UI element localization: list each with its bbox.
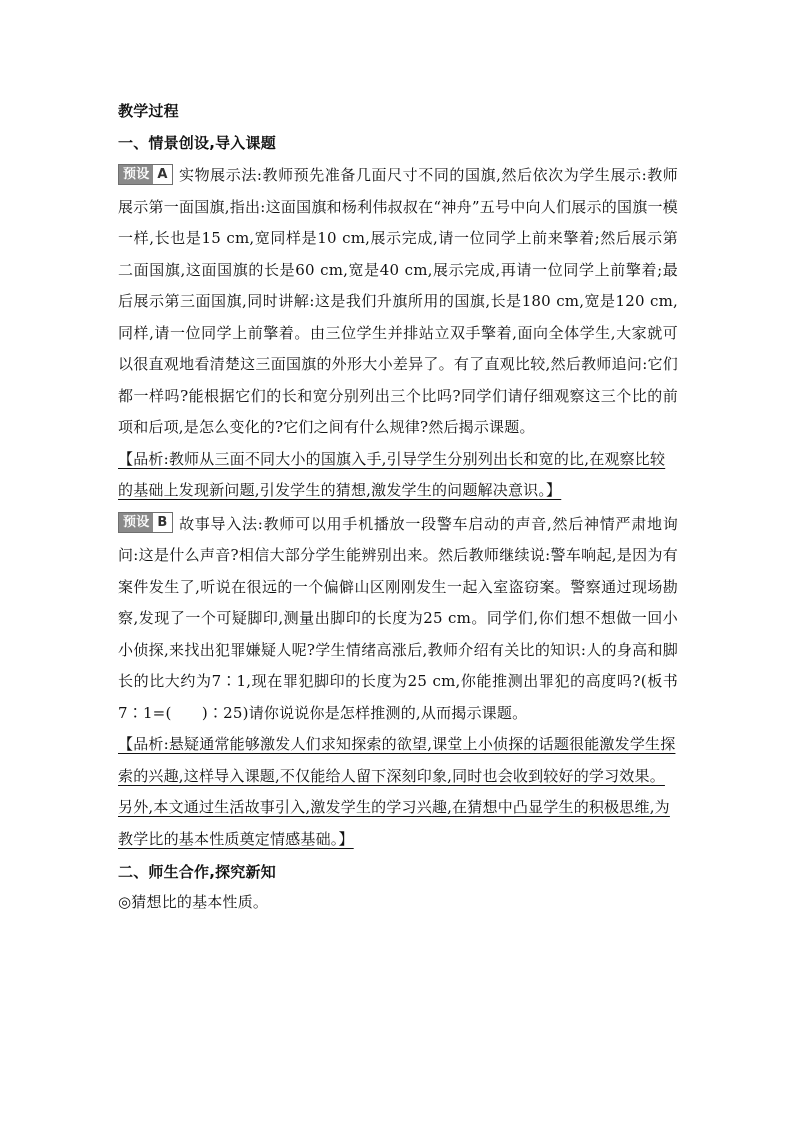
document-title: 教学过程 [118,102,179,120]
preset-a-analysis-text: 【品析:教师从三面不同大小的国旗入手,引导学生分别列出长和宽的比,在观察比较的基础上发现新问题,引发学生的猜想,激发学生的问题解决意识。】 [118,449,666,499]
preset-b-paragraph [118,509,678,730]
preset-a-badge [118,164,173,185]
preset-b-text: 故事导入法:教师可以用手机播放一段警车启动的声音,然后神情严肃地询问:这是什么声音?相信大部分学生能辨别出来。然后教师继续说:警车响起,是因为有案件发生了,听说在很远的一个偏僻山区刚刚发生一起入室盗窃案。警察通过现场勘察,发现了一个可疑脚印,测量出脚印的长度为25 cm。同学们,你们想不想做一回小小侦探,来找出犯罪嫌疑人呢?学生情绪高涨后,教师介绍有关比的知识:人的身高和脚长的比大约为7∶1,现在罪犯脚印的长度为25 cm,你能推测出罪犯的高度吗?(板书7∶1=( )∶25)请你说说你是怎样推测的,从而揭示课题。 [118,514,678,722]
preset-letter: A [153,165,171,184]
preset-b-badge [118,512,173,533]
preset-a-analysis [118,444,678,507]
preset-a-text: 实物展示法:教师预先准备几面尺寸不同的国旗,然后依次为学生展示:教师展示第一面国旗,指出:这面国旗和杨利伟叔叔在“神舟”五号中向人们展示的国旗一模一样,长也是15 cm,宽同样是10 cm,展示完成,请一位同学上前来擎着;然后展示第二面国旗,这面国旗的长是60 cm,宽是40 cm,展示完成,再请一位同学上前擎着;最后展示第三面国旗,同时讲解:这是我们升旗所用的国旗,长是180 cm,宽是120 cm,同样,请一位同学上前擎着。由三位学生并排站立双手擎着,面向全体学生,大家就可以很直观地看清楚这三面国旗的外形大小差异了。有了直观比较,然后教师追问:它们都一样吗?能根据它们的长和宽分别列出三个比吗?同学们请仔细观察这三个比的前项和后项,是怎么变化的?它们之间有什么规律?然后揭示课题。 [118,166,678,436]
section-heading-1: 一、情景创设,导入课题 [118,134,276,152]
preset-b-analysis-text: 【品析:悬疑通常能够激发人们求知探索的欲望,课堂上小侦探的话题很能激发学生探索的兴趣,这样导入课题,不仅能给人留下深刻印象,同时也会收到较好的学习效果。另外,本文通过生活故事引入,激发学生的学习兴趣,在猜想中凸显学生的积极思维,为教学比的基本性质奠定情感基础。】 [118,735,676,848]
preset-label: 预设 [119,513,153,532]
preset-b-analysis [118,729,678,855]
section-2-item: ◎猜想比的基本性质。 [118,893,269,911]
section-heading-2: 二、师生合作,探究新知 [118,863,276,881]
preset-letter: B [153,513,171,532]
document-page [118,96,678,919]
preset-label: 预设 [119,165,153,184]
preset-a-paragraph [118,160,678,444]
